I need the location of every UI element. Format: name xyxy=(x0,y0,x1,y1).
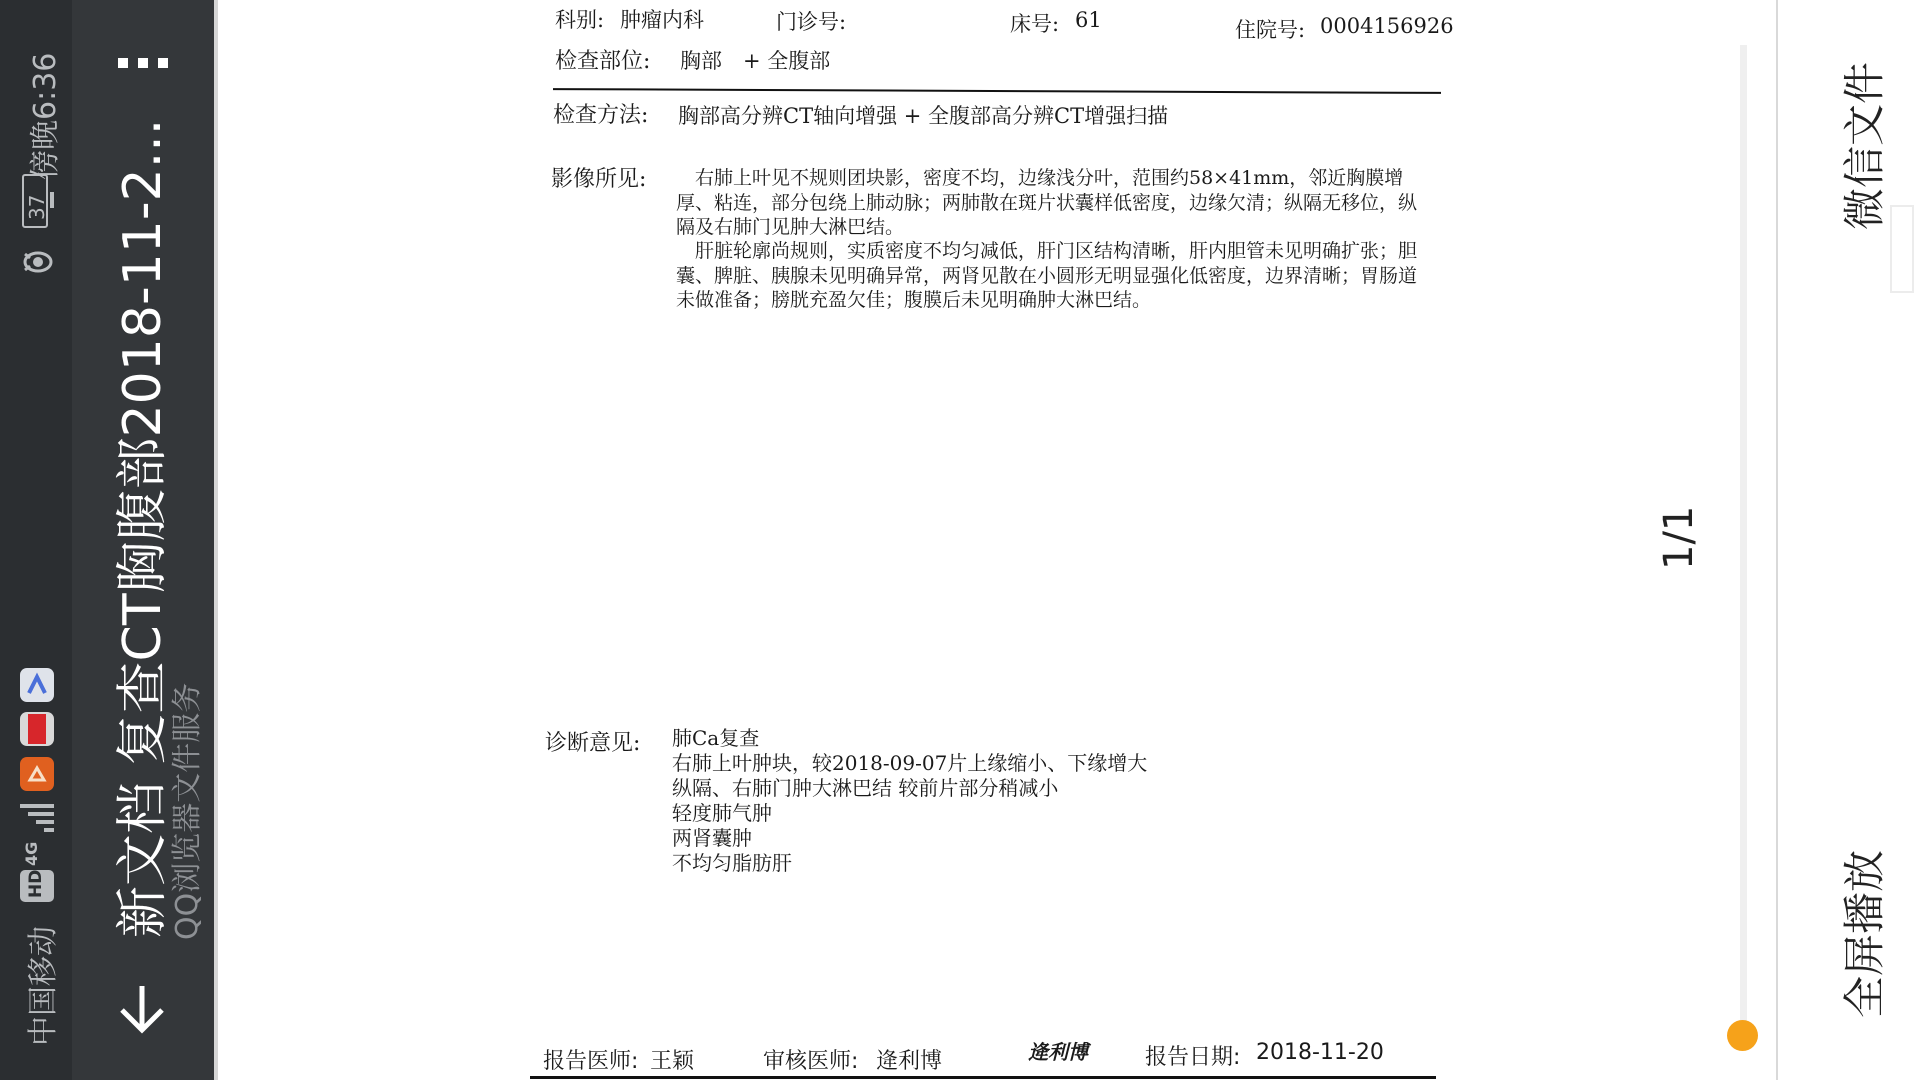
reviewer-name: 逄利博 xyxy=(876,1049,943,1074)
findings-paragraph: 肝脏轮廓尚规则，实质密度不均匀减低，肝门区结构清晰，肝内胆管未见明确扩张；胆囊、脾脏、胰腺未见明确异常，两肾见散在小圆形无明显强化低密度，边界清晰；胃肠道未做准备；膀胱充盈欠佳；腹膜后未见明确肿大淋巴结。 xyxy=(676,240,1418,311)
diagnosis-list xyxy=(672,726,1147,876)
right-panel xyxy=(1778,0,1920,1080)
diagnosis-line: 不均匀脂肪肝 xyxy=(672,851,792,875)
footer-divider xyxy=(530,1076,1436,1079)
wechat-files-button[interactable]: 微信文件 xyxy=(1840,61,1889,230)
network-type: 4G xyxy=(22,841,41,866)
reporter-label: 报告医师: xyxy=(543,1049,639,1074)
document-viewer[interactable] xyxy=(218,0,1776,1080)
diagnosis-line: 两肾囊肿 xyxy=(672,826,752,850)
clinic-number-label: 门诊号: xyxy=(776,10,847,34)
toutiao-app-icon xyxy=(20,712,54,746)
reviewer-label: 审核医师: xyxy=(763,1049,859,1074)
diagnosis-line: 肺Ca复查 xyxy=(672,726,760,750)
fullscreen-button[interactable]: 全屏播放 xyxy=(1840,849,1889,1018)
back-button[interactable] xyxy=(112,980,172,1040)
department-label: 科别: xyxy=(555,8,605,32)
qr-watermark-icon xyxy=(1890,205,1914,293)
bed-label: 床号: xyxy=(1010,12,1060,36)
findings-paragraph: 右肺上叶见不规则团块影，密度不均，边缘浅分叶，范围约58×41mm，邻近胸膜增厚、粘连，部分包绕上肺动脉；两肺散在斑片状囊样低密度，边缘欠清；纵隔无移位，纵隔及右肺门见肿大淋巴结。 xyxy=(676,167,1418,238)
carrier-name: 中国移动 xyxy=(26,926,61,1046)
battery-icon xyxy=(22,168,52,230)
diagnosis-line: 纵隔、右肺门肿大淋巴结 较前片部分稍减小 xyxy=(672,776,1059,800)
bed-value: 61 xyxy=(1075,8,1102,32)
more-options-button[interactable] xyxy=(118,58,158,78)
signal-strength-icon xyxy=(20,800,54,840)
diagnosis-line: 轻度肺气肿 xyxy=(672,801,772,825)
app-icon-blue xyxy=(20,668,54,702)
document-title: 新文档 复查CT胸腹部2018-11-2... xyxy=(113,118,173,938)
department-value: 肿瘤内科 xyxy=(620,8,704,32)
hd-badge: HD xyxy=(20,870,54,902)
status-time: 傍晚6:36 xyxy=(28,52,63,180)
page-indicator: 1/1 xyxy=(1656,505,1702,570)
title-bar xyxy=(72,0,214,1080)
arrow-down-icon xyxy=(112,980,172,1040)
reviewer-signature: 逄利博 xyxy=(1028,1040,1088,1064)
document-source: QQ浏览器文件服务 xyxy=(170,682,205,940)
findings-label: 影像所见: xyxy=(551,167,647,192)
reporter-name: 王颖 xyxy=(650,1049,695,1074)
admission-number: 0004156926 xyxy=(1320,14,1454,38)
exam-site-label: 检查部位: xyxy=(555,49,651,74)
report-date: 2018-11-20 xyxy=(1256,1040,1384,1065)
scrollbar-thumb[interactable] xyxy=(1727,1020,1758,1051)
exam-site-value: 胸部 + 全腹部 xyxy=(680,49,831,73)
method-value: 胸部高分辨CT轴向增强 + 全腹部高分辨CT增强扫描 xyxy=(678,104,1169,128)
battery-level: 37 xyxy=(25,194,49,220)
browser-app-icon xyxy=(20,757,54,791)
method-label: 检查方法: xyxy=(553,103,649,128)
report-date-label: 报告日期: xyxy=(1145,1045,1241,1070)
status-bar xyxy=(0,0,72,1080)
eye-protection-icon xyxy=(22,246,54,278)
scrollbar-track[interactable] xyxy=(1740,45,1747,1035)
diagnosis-label: 诊断意见: xyxy=(545,731,641,756)
diagnosis-line: 右肺上叶肿块，较2018-09-07片上缘缩小、下缘增大 xyxy=(672,751,1148,775)
admission-label: 住院号: xyxy=(1235,18,1306,42)
